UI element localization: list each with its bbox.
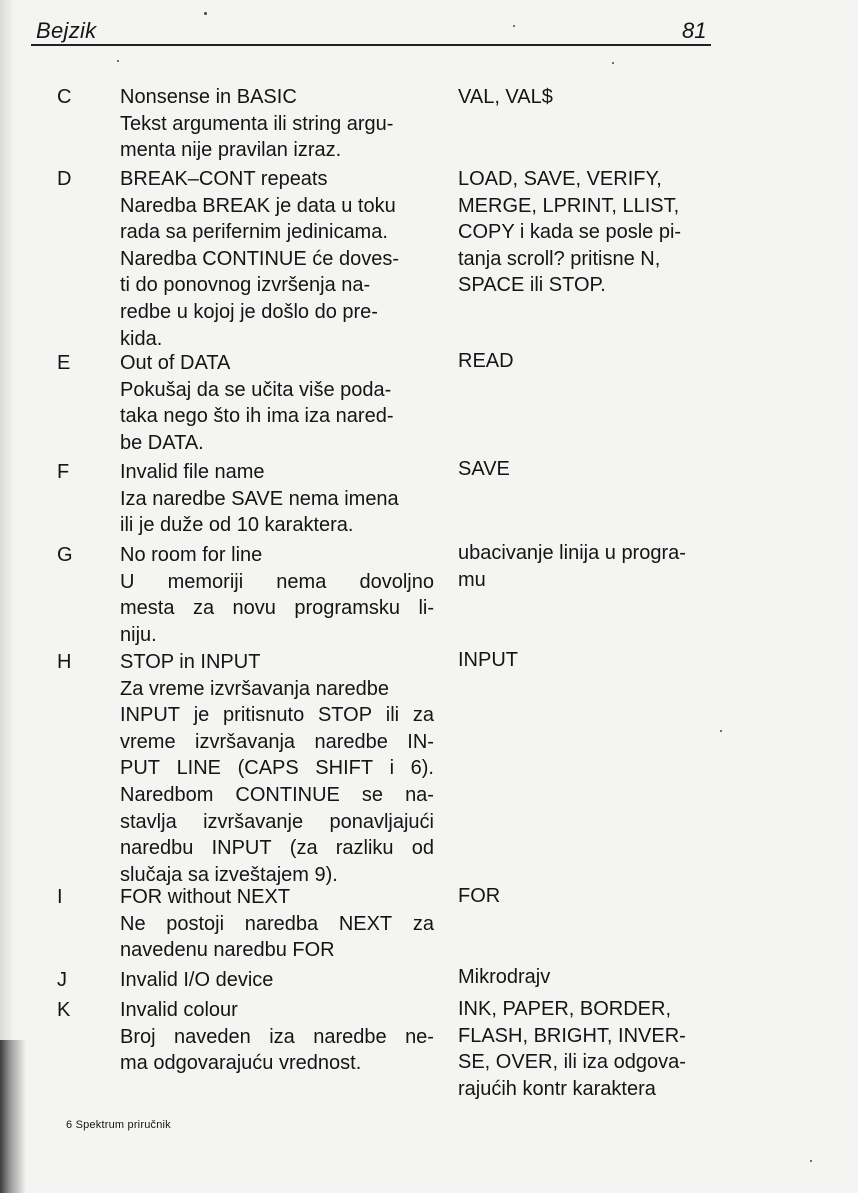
error-context bbox=[458, 348, 718, 375]
scan-edge-shadow bbox=[0, 1040, 26, 1193]
error-message: STOP in INPUT bbox=[120, 651, 261, 673]
error-explanation-line: redbe u kojoj je došlo do pre- bbox=[120, 300, 378, 323]
scan-speck bbox=[810, 1160, 812, 1162]
error-message: Invalid file name bbox=[120, 461, 265, 483]
running-header-title: Bejzik bbox=[36, 18, 97, 43]
error-explanation-line: Naredbom CONTINUE se na- bbox=[120, 783, 434, 806]
error-explanation-line: menta nije pravilan izraz. bbox=[120, 139, 342, 162]
error-explanation-line: slučaja sa izveštajem 9). bbox=[120, 863, 338, 886]
error-message: Out of DATA bbox=[120, 352, 231, 374]
error-explanation-line: ili je duže od 10 karaktera. bbox=[120, 514, 354, 537]
error-context bbox=[458, 84, 718, 111]
error-code: I bbox=[57, 886, 63, 908]
error-context-line: FOR bbox=[458, 885, 501, 907]
error-code: H bbox=[57, 651, 72, 673]
error-context-line: ubacivanje linija u progra- bbox=[458, 542, 686, 564]
scan-speck bbox=[720, 730, 722, 732]
error-explanation-line: Naredba CONTINUE će doves- bbox=[120, 247, 399, 270]
error-context-line: mu bbox=[458, 568, 486, 591]
scan-speck bbox=[513, 25, 515, 27]
error-code: D bbox=[57, 168, 72, 190]
error-message: BREAK–CONT repeats bbox=[120, 168, 328, 190]
error-message: No room for line bbox=[120, 544, 263, 566]
error-description bbox=[120, 350, 436, 456]
error-explanation-line: stavlja izvršavanje ponavljajući bbox=[120, 810, 434, 833]
error-message: FOR without NEXT bbox=[120, 886, 291, 908]
error-context bbox=[458, 964, 718, 991]
error-explanation-line: Tekst argumenta ili string argu- bbox=[120, 112, 394, 135]
scan-speck bbox=[204, 12, 207, 15]
error-message: Invalid I/O device bbox=[120, 969, 274, 991]
error-description bbox=[120, 997, 436, 1077]
error-code: G bbox=[57, 544, 73, 566]
error-context bbox=[458, 883, 718, 910]
error-context bbox=[458, 540, 718, 593]
error-explanation-line: be DATA. bbox=[120, 431, 204, 454]
error-code: E bbox=[57, 352, 71, 374]
error-explanation-line: Za vreme izvršavanja naredbe bbox=[120, 677, 390, 700]
error-description bbox=[120, 649, 436, 888]
error-context-line: LOAD, SAVE, VERIFY, bbox=[458, 168, 662, 190]
error-explanation-line: Iza naredbe SAVE nema imena bbox=[120, 487, 399, 510]
error-context-line: COPY i kada se posle pi- bbox=[458, 221, 682, 244]
error-context-line: READ bbox=[458, 350, 514, 372]
error-explanation-line: rada sa perifernim jedinicama. bbox=[120, 221, 388, 244]
error-explanation-line: naredbu INPUT (za razliku od bbox=[120, 837, 434, 860]
error-explanation-line: Broj naveden iza naredbe ne- bbox=[120, 1025, 434, 1048]
error-context-line: SAVE bbox=[458, 458, 510, 480]
error-explanation-line: ti do ponovnog izvršenja na- bbox=[120, 274, 371, 297]
error-code: C bbox=[57, 86, 72, 108]
scan-speck bbox=[612, 62, 614, 64]
error-context-line: SPACE ili STOP. bbox=[458, 274, 606, 297]
error-context-line: SE, OVER, ili iza odgova- bbox=[458, 1051, 686, 1074]
error-context bbox=[458, 996, 718, 1102]
error-context-line: Mikrodrajv bbox=[458, 966, 551, 988]
error-description bbox=[120, 459, 436, 539]
error-description bbox=[120, 542, 436, 648]
error-explanation-line: ma odgovarajuću vrednost. bbox=[120, 1052, 362, 1075]
error-explanation-line: Ne postoji naredba NEXT za bbox=[120, 912, 434, 935]
error-message: Nonsense in BASIC bbox=[120, 86, 297, 108]
header-rule bbox=[31, 44, 711, 46]
error-context bbox=[458, 456, 718, 483]
error-explanation-line: Pokušaj da se učita više poda- bbox=[120, 378, 392, 401]
error-explanation-line: vreme izvršavanja naredbe IN- bbox=[120, 730, 434, 753]
error-context-line: rajućih kontr karaktera bbox=[458, 1077, 656, 1100]
error-context-line: MERGE, LPRINT, LLIST, bbox=[458, 194, 680, 217]
error-context-line: FLASH, BRIGHT, INVER- bbox=[458, 1024, 686, 1047]
error-context-line: tanja scroll? pritisne N, bbox=[458, 247, 661, 270]
error-explanation-line: U memoriji nema dovoljno bbox=[120, 570, 434, 593]
page-number: 81 bbox=[682, 18, 707, 43]
error-context-line: INPUT bbox=[458, 649, 518, 671]
error-context-line: VAL, VAL$ bbox=[458, 86, 553, 108]
error-explanation-line: INPUT je pritisnuto STOP ili za bbox=[120, 704, 434, 727]
error-explanation-line: taka nego što ih ima iza nared- bbox=[120, 405, 394, 428]
error-message: Invalid colour bbox=[120, 999, 238, 1021]
error-explanation-line: niju. bbox=[120, 623, 157, 646]
error-context bbox=[458, 647, 718, 674]
error-explanation-line: navedenu naredbu FOR bbox=[120, 939, 335, 962]
scan-edge bbox=[0, 0, 14, 1193]
error-description bbox=[120, 967, 436, 994]
error-context-line: INK, PAPER, BORDER, bbox=[458, 998, 672, 1020]
error-code: F bbox=[57, 461, 70, 483]
page-footer: 6 Spektrum priručnik bbox=[66, 1119, 171, 1131]
error-explanation-line: Naredba BREAK je data u toku bbox=[120, 194, 396, 217]
error-explanation-line: PUT LINE (CAPS SHIFT i 6). bbox=[120, 757, 434, 780]
error-description bbox=[120, 884, 436, 964]
error-description bbox=[120, 166, 436, 352]
error-explanation-line: kida. bbox=[120, 327, 163, 350]
error-code: J bbox=[57, 969, 67, 991]
error-code: K bbox=[57, 999, 71, 1021]
scan-speck bbox=[117, 60, 119, 62]
error-description bbox=[120, 84, 436, 164]
error-context bbox=[458, 166, 718, 299]
error-explanation-line: mesta za novu programsku li- bbox=[120, 597, 434, 620]
